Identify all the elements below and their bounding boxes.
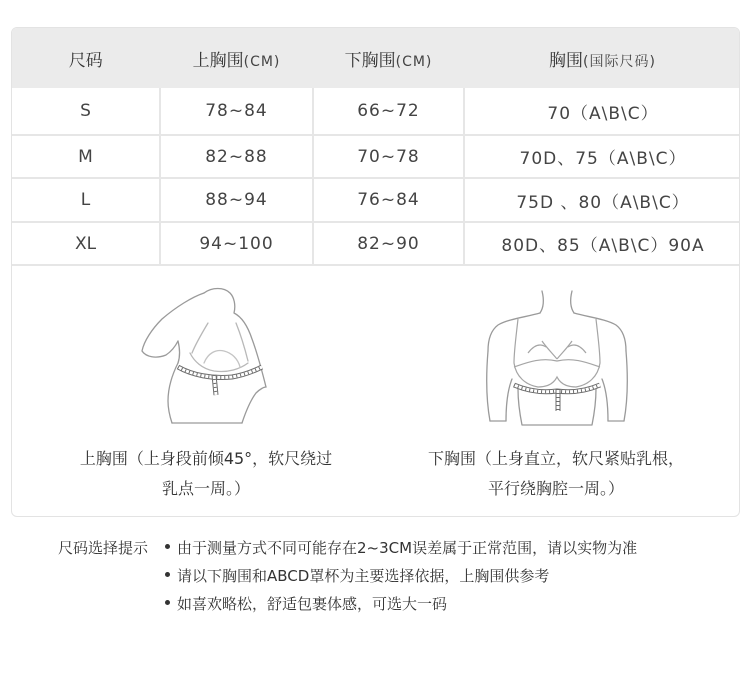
under-bust-caption [395,444,717,504]
tip-item [165,564,549,588]
tip-text: 如喜欢略松，舒适包裹体感，可选大一码 [177,595,448,613]
tip-text: 由于测量方式不同可能存在2~3CM误差属于正常范围，请以实物为准 [177,539,638,557]
table-row [12,178,740,222]
cell-under-bust: 66~72 [313,88,464,135]
cell-upper-bust: 82~88 [160,135,313,178]
header-upper-bust: 上胸围(CM) [160,28,313,88]
upper-bust-measure-illustration [132,283,282,428]
tape-measure-icon [514,385,600,411]
header-under-bust: 下胸围(CM) [313,28,464,88]
cell-size: L [12,178,160,222]
cell-size: XL [12,222,160,265]
tips-label: 尺码选择提示 [58,539,149,557]
bullet-icon [165,572,170,577]
cell-upper-bust: 78~84 [160,88,313,135]
under-bust-measure-illustration [482,285,632,430]
under-bust-caption-line2: 平行绕胸腔一周。） [487,479,624,498]
table-header-row [12,28,740,88]
cell-intl-size: 75D 、80（A\B\C） [464,178,740,222]
under-bust-caption-line1: 下胸围（上身直立，软尺紧贴乳根， [427,449,684,468]
tip-text: 请以下胸围和ABCD罩杯为主要选择依据，上胸围供参考 [177,567,550,585]
cell-size: S [12,88,160,135]
size-table [12,28,740,266]
tip-item [165,536,637,560]
header-intl-size: 胸围(国际尺码) [464,28,740,88]
header-size: 尺码 [12,28,160,88]
upper-bust-figure-icon [132,283,282,428]
bullet-icon [165,544,170,549]
upper-bust-caption [40,444,372,504]
bullet-icon [165,600,170,605]
cell-under-bust: 82~90 [313,222,464,265]
cell-intl-size: 70D、75（A\B\C） [464,135,740,178]
cell-intl-size: 80D、85（A\B\C）90A [464,222,740,265]
table-row [12,88,740,135]
cell-upper-bust: 88~94 [160,178,313,222]
under-bust-figure-icon [482,285,632,430]
cell-under-bust: 70~78 [313,135,464,178]
upper-bust-caption-line2: 乳点一周。） [161,479,250,498]
cell-under-bust: 76~84 [313,178,464,222]
cell-intl-size: 70（A\B\C） [464,88,740,135]
tip-item [165,592,447,616]
upper-bust-caption-line1: 上胸围（上身段前倾45°，软尺绕过 [79,449,333,468]
table-row [12,222,740,265]
cell-upper-bust: 94~100 [160,222,313,265]
table-row [12,135,740,178]
cell-size: M [12,135,160,178]
